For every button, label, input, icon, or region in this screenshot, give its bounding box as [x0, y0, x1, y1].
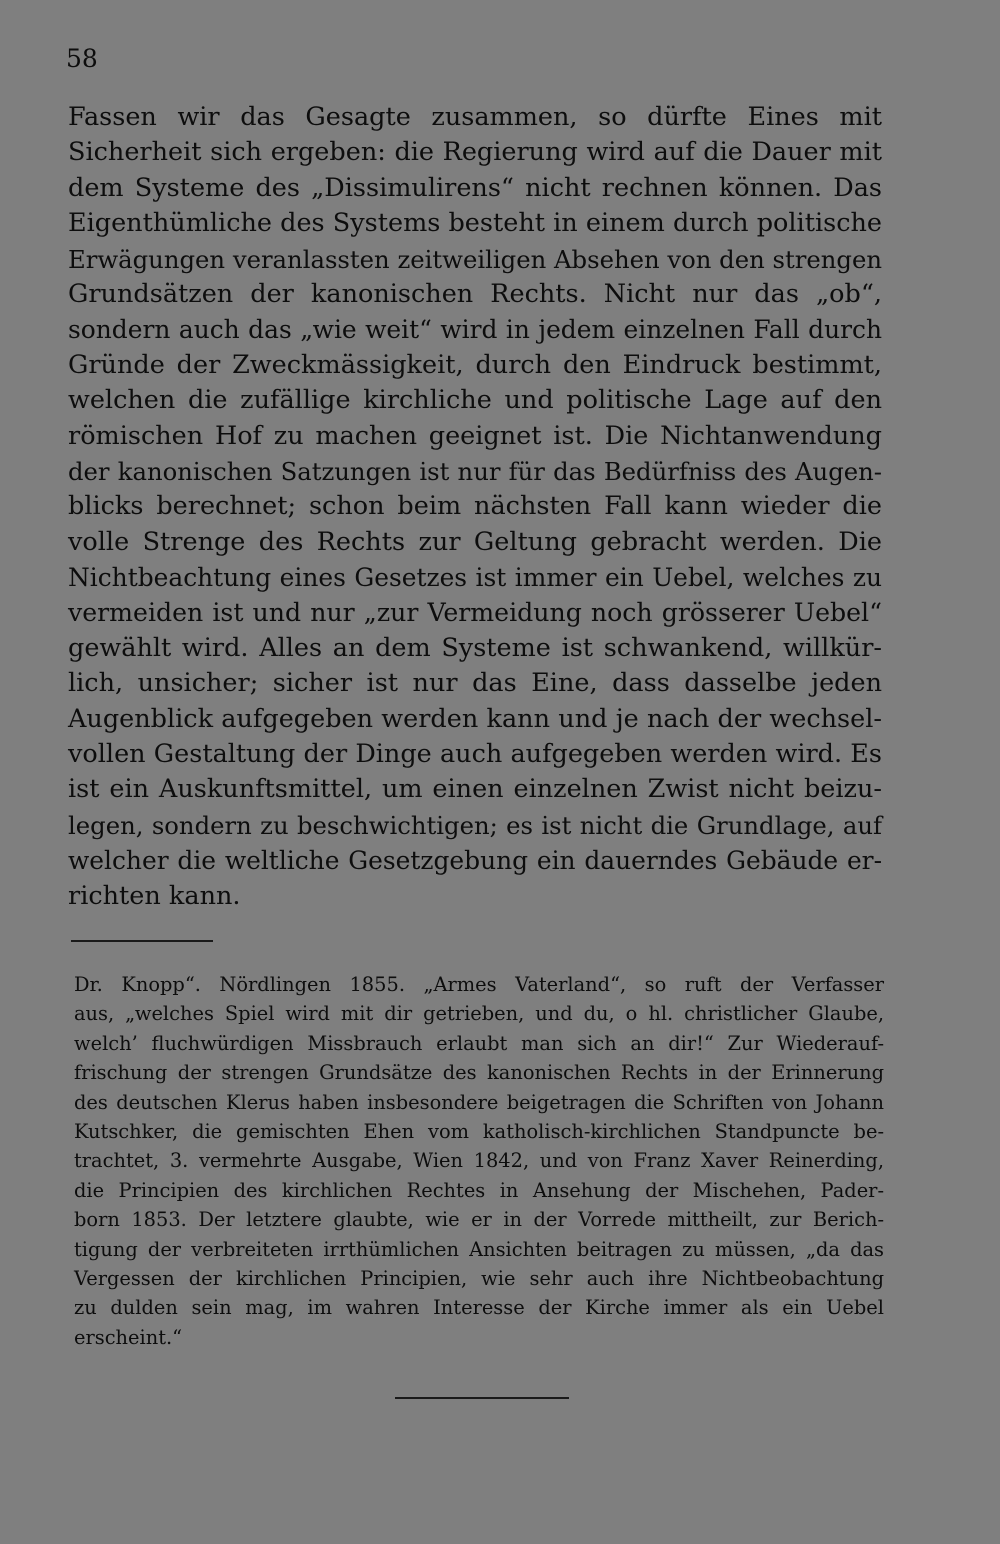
text-line: gewählt wird. Alles an dem Systeme ist schwankend, willkür- — [68, 632, 882, 663]
footnote-line: die Principien des kirchlichen Rechtes in Ansehung der Mischehen, Pader- — [74, 1178, 884, 1202]
footnote-divider — [71, 940, 213, 942]
text-line: der kanonischen Satzungen ist nur für das Bedürfniss des Augen- — [68, 456, 882, 486]
footnote-line: tigung der verbreiteten irrthümlichen Ansichten beitragen zu müssen, „da das — [74, 1237, 884, 1261]
text-line: Grundsätzen der kanonischen Rechts. Nicht nur das „ob“, — [68, 278, 882, 309]
footnote-line: aus, „welches Spiel wird mit dir getrieben, und du, o hl. christlicher Glaube, — [74, 1002, 884, 1026]
footnote-line: born 1853. Der letztere glaubte, wie er in der Vorrede mittheilt, zur Berich- — [74, 1208, 884, 1232]
text-line: lich, unsicher; sicher ist nur das Eine, dass dasselbe jeden — [68, 668, 882, 699]
text-line: Sicherheit sich ergeben: die Regierung wird auf die Dauer mit — [68, 137, 882, 168]
text-line: legen, sondern zu beschwichtigen; es ist nicht die Grundlage, auf — [68, 810, 882, 840]
text-line: Eigenthümliche des Systems besteht in einem durch politische — [68, 208, 882, 239]
text-line: vermeiden ist und nur „zur Vermeidung noch grösserer Uebel“ — [68, 598, 882, 628]
footnote-line: Kutschker, die gemischten Ehen vom katholisch-kirchlichen Standpuncte be- — [74, 1119, 884, 1143]
text-line: Fassen wir das Gesagte zusammen, so dürfte Eines mit — [68, 102, 882, 132]
footnote-line: trachtet, 3. vermehrte Ausgabe, Wien 1842, und von Franz Xaver Reinerding, — [74, 1149, 884, 1173]
end-divider — [395, 1397, 569, 1399]
text-line: Nichtbeachtung eines Gesetzes ist immer ein Uebel, welches zu — [68, 563, 882, 593]
text-line: römischen Hof zu machen geeignet ist. Die Nichtanwendung — [68, 420, 882, 451]
text-line: sondern auch das „wie weit“ wird in jedem einzelnen Fall durch — [68, 315, 882, 345]
text-line: Augenblick aufgegeben werden kann und je nach der wechsel- — [68, 703, 882, 734]
text-line: volle Strenge des Rechts zur Geltung gebracht werden. Die — [68, 526, 882, 557]
text-line: vollen Gestaltung der Dinge auch aufgegeben werden wird. Es — [68, 739, 882, 770]
page-number: 58 — [66, 44, 98, 73]
footnote-line: erscheint.“ — [74, 1325, 183, 1349]
footnote-line: zu dulden sein mag, im wahren Interesse der Kirche immer als ein Uebel — [74, 1296, 884, 1320]
main-text — [68, 100, 882, 914]
footnote-line: des deutschen Klerus haben insbesondere beigetragen die Schriften von Johann — [74, 1090, 884, 1114]
footnote-line: welch’ fluchwürdigen Missbrauch erlaubt man sich an dir!“ Zur Wiederauf- — [74, 1031, 884, 1055]
text-line: dem Systeme des „Dissimulirens“ nicht rechnen können. Das — [68, 172, 882, 203]
text-line: Gründe der Zweckmässigkeit, durch den Eindruck bestimmt, — [68, 349, 882, 380]
text-line: Erwägungen veranlassten zeitweiligen Absehen von den strengen — [68, 244, 882, 274]
text-line: richten kann. — [68, 880, 241, 911]
footnote-line: frischung der strengen Grundsätze des kanonischen Rechts in der Erinnerung — [74, 1061, 884, 1085]
footnote-line: Vergessen der kirchlichen Principien, wie sehr auch ihre Nichtbeobachtung — [74, 1266, 884, 1290]
footnote — [74, 970, 884, 1352]
text-line: welchen die zufällige kirchliche und politische Lage auf den — [68, 385, 882, 416]
text-line: blicks berechnet; schon beim nächsten Fall kann wieder die — [68, 491, 882, 522]
text-line: ist ein Auskunftsmittel, um einen einzelnen Zwist nicht beizu- — [68, 774, 882, 805]
footnote-line: Dr. Knopp“. Nördlingen 1855. „Armes Vaterland“, so ruft der Verfasser — [74, 973, 884, 996]
text-line: welcher die weltliche Gesetzgebung ein dauerndes Gebäude er- — [68, 846, 882, 876]
